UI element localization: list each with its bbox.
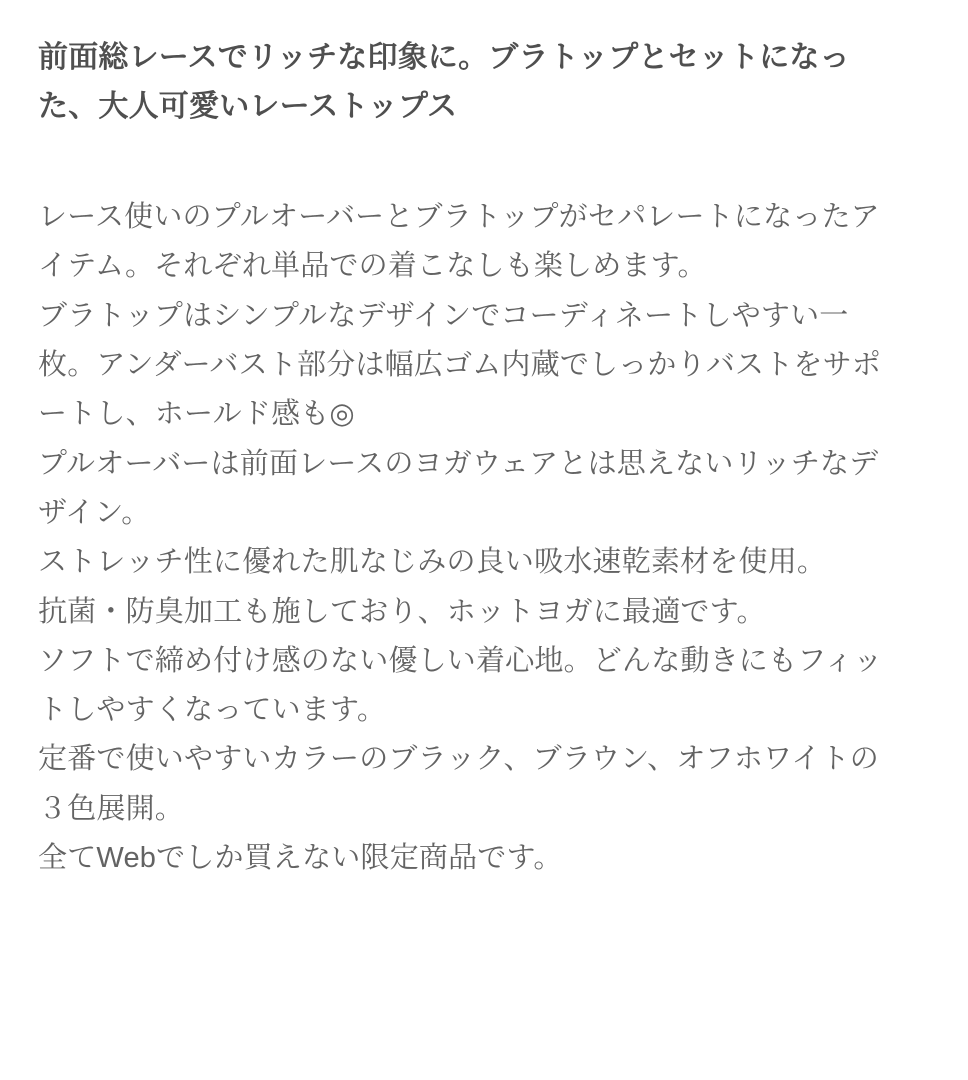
- description-paragraph: 抗菌・防臭加工も施しており、ホットヨガに最適です。: [38, 595, 766, 628]
- description-paragraph: 定番で使いやすいカラーのブラック、ブラウン、オフホワイトの３色展開。: [38, 743, 880, 825]
- page-title: 前面総レースでリッチな印象に。ブラトップとセットになった、大人可愛いレーストップス: [38, 41, 850, 123]
- title-description-spacer: [38, 131, 898, 193]
- product-description: [38, 193, 898, 883]
- description-paragraph: ブラトップはシンプルなデザインでコーディネートしやすい一枚。アンダーバスト部分は幅広ゴム内蔵でしっかりバストをサポートし、ホールド感も◎: [38, 299, 882, 431]
- description-paragraph: レース使いのプルオーバーとブラトップがセパレートになったアイテム。それぞれ単品での着こなしも楽しめます。: [38, 201, 880, 283]
- description-paragraph: 全てWebでしか買えない限定商品です。: [38, 842, 563, 875]
- description-paragraph: ソフトで締め付け感のない優しい着心地。どんな動きにもフィットしやすくなっています。: [38, 644, 883, 727]
- description-paragraph: ストレッチ性に優れた肌なじみの良い吸水速乾素材を使用。: [38, 546, 827, 579]
- description-paragraph: プルオーバーは前面レースのヨガウェアとは思えないリッチなデザイン。: [38, 447, 879, 529]
